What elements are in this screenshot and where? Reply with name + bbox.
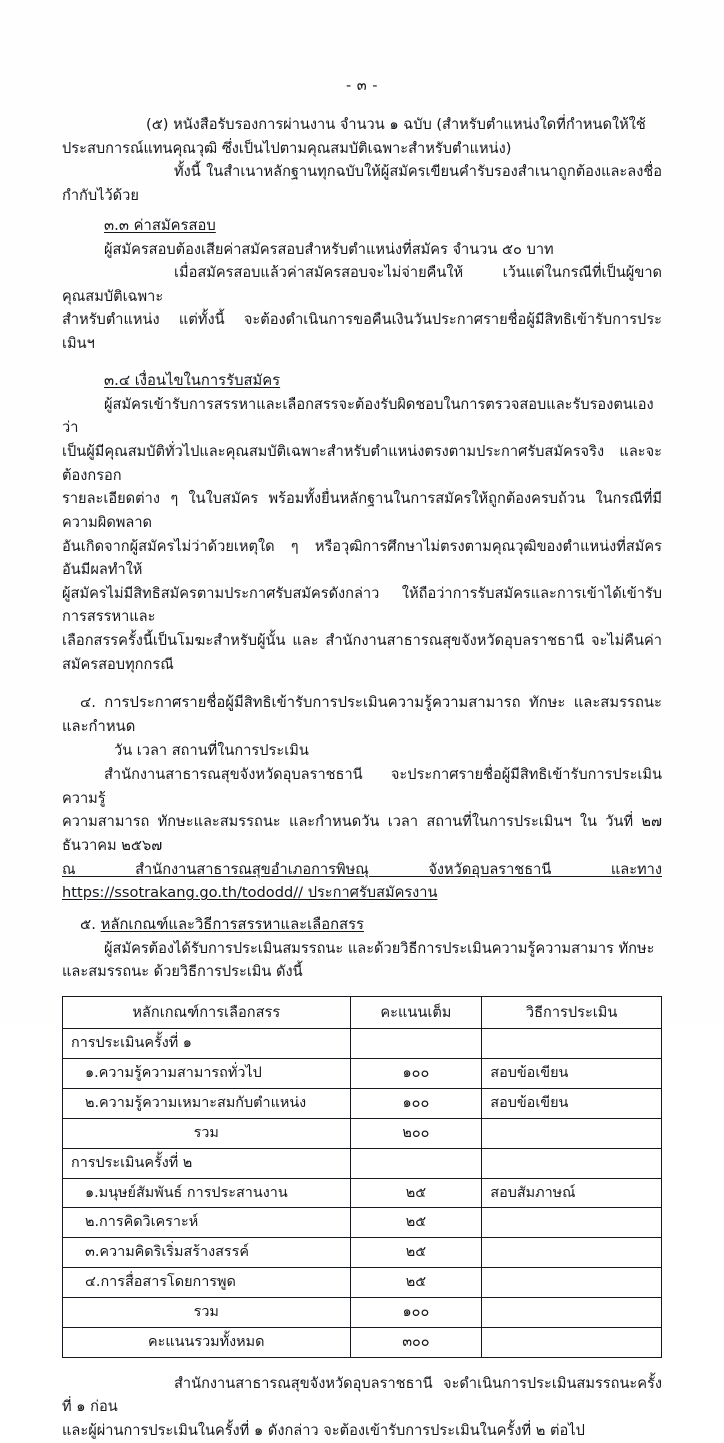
table-row: [63, 1208, 662, 1238]
cell-score: ๑๐๐: [350, 1298, 482, 1328]
cell-score: [350, 1029, 482, 1059]
cell-criteria: ๒.ความรู้ความเหมาะสมกับตำแหน่ง: [63, 1088, 351, 1118]
cell-criteria: ๑.ความรู้ความสามารถทั่วไป: [63, 1059, 351, 1089]
paragraph: อันเกิดจากผู้สมัครไม่ว่าด้วยเหตุใด ๆ หรือวุฒิการศึกษาไม่ตรงตามคุณวุฒิของตำแหน่งที่สมัคร อันมีผลทำให้: [62, 537, 662, 579]
paragraph: และผู้ผ่านการประเมินในครั้งที่ ๑ ดังกล่าว จะต้องเข้ารับการประเมินในครั้งที่ ๒ ต่อไป: [62, 1422, 585, 1440]
paragraph: ผู้สมัครไม่มีสิทธิสมัครตามประกาศรับสมัครดังกล่าว ให้ถือว่าการรับสมัครและการเข้าได้เข้ารับการสรรหาและ: [62, 584, 662, 626]
cell-method: สอบข้อเขียน: [482, 1059, 662, 1089]
paragraph: ผู้สมัครเข้ารับการสรรหาและเลือกสรรจะต้องรับผิดชอบในการตรวจสอบและรับรองตนเองว่า: [62, 395, 654, 437]
cell-score: [350, 1148, 482, 1178]
cell-criteria: ๒.การคิดวิเคราะห์: [63, 1208, 351, 1238]
cell-method: [482, 1118, 662, 1148]
section-5-heading-text: หลักเกณฑ์และวิธีการสรรหาและเลือกสรร: [100, 915, 364, 933]
paragraph: และสมรรถนะ ด้วยวิธีการประเมิน ดังนี้: [62, 963, 303, 981]
table-row: [63, 1118, 662, 1148]
paragraph: สำหรับตำแหน่ง แต่ทั้งนี้ จะต้องดำเนินการขอคืนเงินวันประกาศรายชื่อผู้มีสิทธิเข้ารับการประเมินฯ: [62, 311, 662, 353]
paragraph: ความสามารถ ทักษะและสมรรถนะ และกำหนดวัน เวลา สถานที่ในการประเมินฯ ใน วันที่ ๒๗ ธันวาคม ๒๕๖๗: [62, 813, 662, 854]
spacer: [62, 358, 662, 363]
cell-method: สอบข้อเขียน: [482, 1088, 662, 1118]
page-number: - ๓ -: [345, 78, 379, 94]
criteria-table: [62, 996, 662, 1358]
table-row: [63, 1268, 662, 1298]
section-4: [62, 691, 662, 904]
section-3-3-heading: [62, 214, 662, 238]
column-header-method: วิธีการประเมิน: [482, 997, 662, 1029]
paragraph: เป็นผู้มีคุณสมบัติทั่วไปและคุณสมบัติเฉพาะสำหรับตำแหน่งตรงตามประกาศรับสมัครจริง และจะต้องกรอก: [62, 442, 662, 484]
cell-score: ๒๕: [350, 1208, 482, 1238]
section-3-4-heading-text: ๓.๔ เงื่อนไขในการรับสมัคร: [104, 371, 281, 389]
cell-criteria: รวม: [63, 1298, 351, 1328]
cell-criteria: ๑.มนุษย์สัมพันธ์ การประสานงาน: [63, 1178, 351, 1208]
cell-method: [482, 1238, 662, 1268]
cell-criteria: การประเมินครั้งที่ ๒: [63, 1148, 351, 1178]
section-4-heading: [62, 691, 662, 739]
paragraph: (๕) หนังสือรับรองการผ่านงาน จำนวน ๑ ฉบับ (สำหรับตำแหน่งใดที่กำหนดให้ใช้: [146, 116, 646, 133]
table-row: [63, 1148, 662, 1178]
column-header-full-score: คะแนนเต็ม: [350, 997, 482, 1029]
cell-score: ๑๐๐: [350, 1088, 482, 1118]
cell-score: ๑๐๐: [350, 1059, 482, 1089]
paragraph: ผู้สมัครสอบต้องเสียค่าสมัครสอบสำหรับตำแหน่งที่สมัคร จำนวน ๕๐ บาท: [104, 240, 554, 258]
table-row: [63, 1088, 662, 1118]
section-5-heading: [62, 913, 662, 937]
spacer: [62, 678, 662, 683]
section-4-heading-line1: การประกาศรายชื่อผู้มีสิทธิเข้ารับการประเมินความรู้ความสามารถ ทักษะ และสมรรถนะ และกำหนด: [62, 694, 662, 736]
cell-score: ๒๕: [350, 1268, 482, 1298]
closing-paragraphs: [62, 1372, 662, 1443]
table-row: [63, 1178, 662, 1208]
table-row: [63, 1059, 662, 1089]
paragraph: ผู้สมัครต้องได้รับการประเมินสมรรถนะ และด้วยวิธีการประเมินความรู้ความสามาร ทักษะ: [104, 939, 655, 957]
table-row: [63, 1238, 662, 1268]
cell-method: [482, 1208, 662, 1238]
cell-criteria: ๔.การสื่อสารโดยการพูด: [63, 1268, 351, 1298]
cell-score: ๒๐๐: [350, 1118, 482, 1148]
section-5: [62, 913, 662, 984]
cell-criteria: คะแนนรวมทั้งหมด: [63, 1327, 351, 1357]
paragraph: ทั้งนี้ ในสำเนาหลักฐานทุกฉบับให้ผู้สมัครเขียนคำรับรองสำเนาถูกต้องและลงชื่อกำกับไว้ด้วย: [62, 163, 662, 204]
intro-paragraphs: [62, 113, 662, 208]
cell-criteria: ๓.ความคิดริเริ่มสร้างสรรค์: [63, 1238, 351, 1268]
paragraph: สำนักงานสาธารณสุขจังหวัดอุบลราชธานี จะประกาศรายชื่อผู้มีสิทธิเข้ารับการประเมินความรู้: [62, 765, 662, 807]
cell-method: [482, 1148, 662, 1178]
section-3-3-heading-text: ๓.๓ ค่าสมัครสอบ: [104, 216, 216, 234]
cell-score: ๓๐๐: [350, 1327, 482, 1357]
column-header-criteria: หลักเกณฑ์การเลือกสรร: [63, 997, 351, 1029]
cell-method: สอบสัมภาษณ์: [482, 1178, 662, 1208]
section-4-heading-line2: วัน เวลา สถานที่ในการประเมิน: [114, 742, 309, 760]
paragraph: เลือกสรรครั้งนี้เป็นโมฆะสำหรับผู้นั้น และ สำนักงานสาธารณสุขจังหวัดอุบลราชธานี จะไม่คืนค่าสมัครสอบทุกกรณี: [62, 632, 662, 673]
cell-method: [482, 1327, 662, 1357]
table-row: [63, 1029, 662, 1059]
cell-method: [482, 1268, 662, 1298]
cell-score: ๒๕: [350, 1178, 482, 1208]
section-3-4: [62, 369, 662, 677]
table-row: [63, 1298, 662, 1328]
paragraph-with-link[interactable]: ณ สำนักงานสาธารณสุขอำเภอการพิษณุ จังหวัดอุบลราชธานี และทาง https://ssotrakang.go.th/tododd// ประกาศรับสมัครงาน: [62, 860, 662, 902]
section-3-3: [62, 214, 662, 356]
paragraph: ประสบการณ์แทนคุณวุฒิ ซึ่งเป็นไปตามคุณสมบัติเฉพาะสำหรับตำแหน่ง): [62, 139, 512, 157]
cell-method: [482, 1298, 662, 1328]
section-4-number: ๔.: [80, 694, 96, 712]
section-5-number: ๕.: [80, 915, 96, 933]
cell-criteria: การประเมินครั้งที่ ๑: [63, 1029, 351, 1059]
cell-criteria: รวม: [63, 1118, 351, 1148]
cell-score: ๒๕: [350, 1238, 482, 1268]
table-row: [63, 1327, 662, 1357]
cell-method: [482, 1029, 662, 1059]
paragraph: รายละเอียดต่าง ๆ ในใบสมัคร พร้อมทั้งยื่นหลักฐานในการสมัครให้ถูกต้องครบถ้วน ในกรณีที่มีความผิดพลาด: [62, 490, 662, 531]
section-3-4-heading: [62, 369, 662, 393]
paragraph: สำนักงานสาธารณสุขจังหวัดอุบลราชธานี จะดำเนินการประเมินสมรรถนะครั้งที่ ๑ ก่อน: [62, 1374, 662, 1416]
paragraph: เมื่อสมัครสอบแล้วค่าสมัครสอบจะไม่จ่ายคืนให้ เว้นแต่ในกรณีที่เป็นผู้ขาดคุณสมบัติเฉพาะ: [62, 264, 662, 305]
